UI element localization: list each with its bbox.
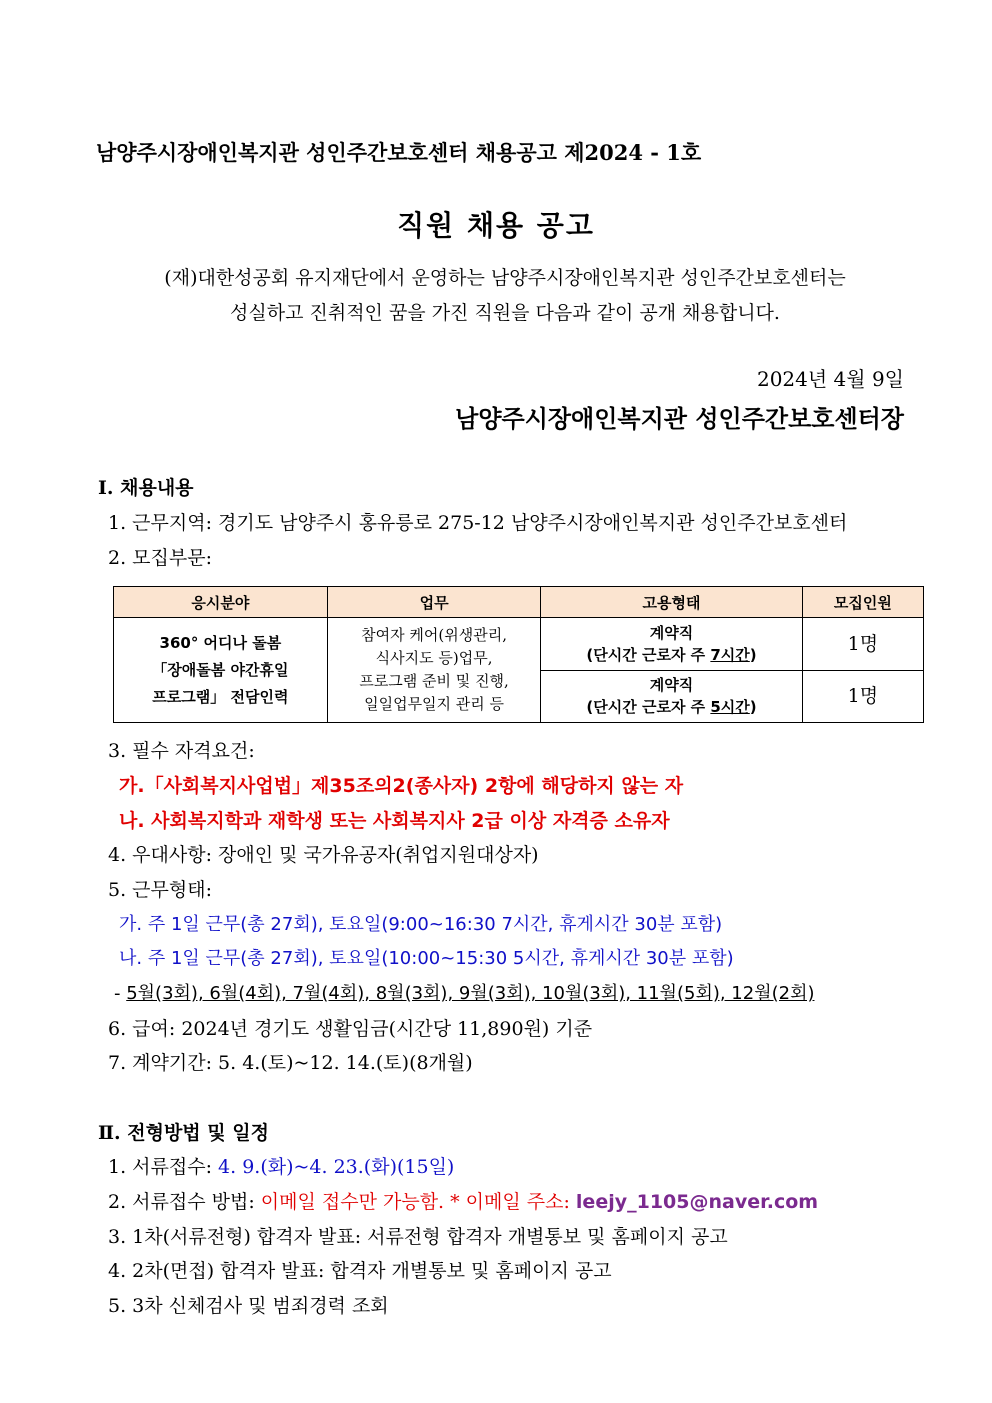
duty-line: 일일업무일지 관리 등 xyxy=(364,695,505,713)
work-type-a: 가. 주 1일 근무(총 27회), 토요일(9:00~16:30 7시간, 휴게시간 30분 포함) xyxy=(119,914,723,935)
duty-line: 식사지도 등)업무, xyxy=(375,649,493,667)
duty-line: 참여자 케어(위생관리, xyxy=(361,626,507,644)
preference: 4. 우대사항: 장애인 및 국가유공자(취업지원대상자) xyxy=(108,844,539,866)
headcount-cell: 1명 xyxy=(802,670,923,723)
schedule-months: 5월(3회), 6월(4회), 7월(4회), 8월(3회), 9월(3회), 10월(3회), 11월(5회), 12월(2회) xyxy=(126,983,815,1004)
intro-line-1: (재)대한성공회 유지재단에서 운영하는 남양주시장애인복지관 성인주간보호센터는 xyxy=(164,267,846,289)
detail-hours: 5시간 xyxy=(710,698,750,717)
duty-line: 프로그램 준비 및 진행, xyxy=(359,672,509,690)
employment-type: 계약직 xyxy=(649,623,694,642)
application-period-value: 4. 9.(화)~4. 23.(화)(15일) xyxy=(218,1156,455,1178)
field-line: 360° 어디나 돌봄 xyxy=(159,633,282,652)
application-method-label: 2. 서류접수 방법: xyxy=(108,1191,261,1213)
page-title: 직원 채용 공고 xyxy=(397,209,595,242)
table-header-row xyxy=(114,587,924,618)
employment-type-cell xyxy=(541,670,802,723)
field-line: 프로그램」 전담인력 xyxy=(152,687,289,706)
application-period-label: 1. 서류접수: xyxy=(108,1156,219,1178)
table-header: 업무 xyxy=(327,587,541,618)
table-header: 모집인원 xyxy=(802,587,923,618)
employment-type-cell xyxy=(541,618,802,671)
email-address: leejy_1105@naver.com xyxy=(575,1191,819,1213)
salary: 6. 급여: 2024년 경기도 생활임금(시간당 11,890원) 기준 xyxy=(108,1018,593,1040)
detail-hours: 7시간 xyxy=(710,645,750,664)
requirements-label: 3. 필수 자격요건: xyxy=(108,740,255,762)
first-round: 3. 1차(서류전형) 합격자 발표: 서류전형 합격자 개별통보 및 홈페이지 공고 xyxy=(108,1226,728,1248)
table-header: 고용형태 xyxy=(541,587,802,618)
recruit-field-label: 2. 모집부문: xyxy=(108,547,212,569)
recruit-table xyxy=(113,586,924,723)
application-method xyxy=(108,1190,818,1214)
duties-cell xyxy=(327,618,541,723)
schedule-line xyxy=(114,982,814,1006)
headcount-cell: 1명 xyxy=(802,618,923,671)
section2-heading: Ⅱ. 전형방법 및 일정 xyxy=(98,1122,269,1144)
work-type-b: 나. 주 1일 근무(총 27회), 토요일(10:00~15:30 5시간, 휴게시간 30분 포함) xyxy=(119,948,734,969)
third-round: 5. 3차 신체검사 및 범죄경력 조회 xyxy=(108,1295,389,1317)
signer: 남양주시장애인복지관 성인주간보호센터장 xyxy=(455,404,904,433)
section1-heading: Ⅰ. 채용내용 xyxy=(98,477,194,499)
application-period xyxy=(108,1155,454,1179)
schedule-dash: - xyxy=(114,983,127,1004)
field-line: 「장애돌봄 야간휴일 xyxy=(152,660,289,679)
contract-period: 7. 계약기간: 5. 4.(토)~12. 14.(토)(8개월) xyxy=(108,1052,473,1074)
detail-suffix: ) xyxy=(749,645,757,664)
application-method-value: 이메일 접수만 가능함. * 이메일 주소: xyxy=(260,1191,576,1213)
field-cell xyxy=(114,618,328,723)
second-round: 4. 2차(면접) 합격자 발표: 합격자 개별통보 및 홈페이지 공고 xyxy=(108,1260,612,1282)
notice-date: 2024년 4월 9일 xyxy=(756,367,904,391)
employment-type: 계약직 xyxy=(649,676,694,695)
detail-suffix: ) xyxy=(749,698,757,717)
employment-detail xyxy=(541,644,801,666)
detail-prefix: (단시간 근로자 주 xyxy=(586,645,711,664)
requirement-a: 가.「사회복지사업법」제35조의2(종사자) 2항에 해당하지 않는 자 xyxy=(119,775,684,797)
employment-detail xyxy=(541,696,801,718)
work-location: 1. 근무지역: 경기도 남양주시 홍유릉로 275-12 남양주시장애인복지관 성인주간보호센터 xyxy=(108,512,848,534)
detail-prefix: (단시간 근로자 주 xyxy=(586,698,711,717)
notice-number: 남양주시장애인복지관 성인주간보호센터 채용공고 제2024 - 1호 xyxy=(96,140,702,165)
table-header: 응시분야 xyxy=(114,587,328,618)
requirement-b: 나. 사회복지학과 재학생 또는 사회복지사 2급 이상 자격증 소유자 xyxy=(119,810,670,832)
intro-line-2: 성실하고 진취적인 꿈을 가진 직원을 다음과 같이 공개 채용합니다. xyxy=(230,302,780,324)
table-row xyxy=(114,618,924,671)
work-type-label: 5. 근무형태: xyxy=(108,879,212,901)
